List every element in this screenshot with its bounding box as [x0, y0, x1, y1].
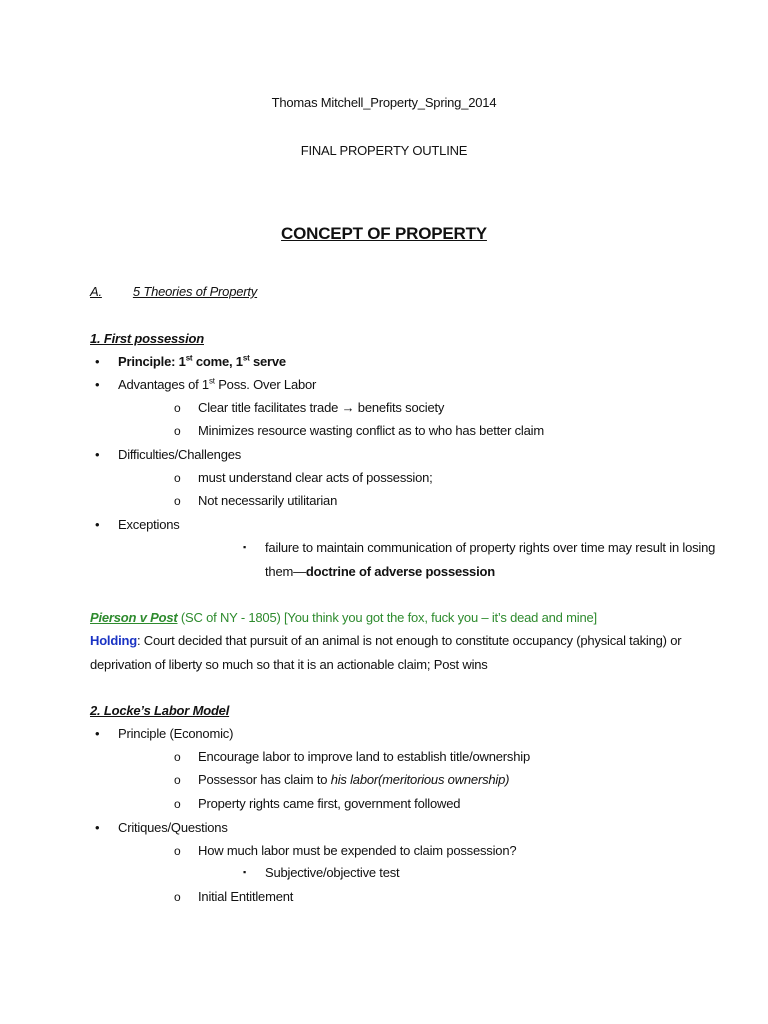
critique-1a: Subjective/objective test: [265, 865, 400, 880]
circle-marker: o: [174, 773, 181, 787]
main-heading: CONCEPT OF PROPERTY: [281, 224, 487, 243]
principle-text: come, 1: [192, 354, 243, 369]
critique-1: How much labor must be expended to claim possession?: [198, 843, 517, 858]
exception-1-cont: [265, 565, 495, 578]
difficulty-2: Not necessarily utilitarian: [198, 493, 338, 508]
principle-text: serve: [249, 354, 286, 369]
circle-marker: o: [174, 494, 181, 508]
outline-title: FINAL PROPERTY OUTLINE: [300, 143, 468, 158]
bullet-marker: •: [95, 517, 100, 532]
exceptions-item: Exceptions: [118, 517, 180, 532]
exception-text: them—: [265, 564, 306, 579]
circle-marker: o: [174, 890, 181, 904]
exception-1: failure to maintain communication of property rights over time may result in losing: [265, 540, 716, 555]
holding-text: : Court decided that pursuit of an animal is not enough to constitute occupancy (physical taking) or: [136, 633, 682, 648]
superscript: st: [208, 376, 215, 386]
difficulties-item: Difficulties/Challenges: [118, 447, 242, 462]
section-a-letter: A.: [90, 284, 102, 299]
bullet-marker: •: [95, 377, 100, 392]
case-name: Pierson v Post: [90, 610, 178, 625]
locke-principle: Principle (Economic): [118, 726, 234, 741]
principle-text: Possessor has claim to: [198, 772, 331, 787]
adverse-possession-term: doctrine of adverse possession: [305, 564, 495, 579]
principle-text: Principle: 1: [118, 354, 186, 369]
circle-marker: o: [174, 844, 181, 858]
critique-2: Initial Entitlement: [198, 889, 294, 904]
advantage-2: Minimizes resource wasting conflict as to who has better claim: [198, 423, 544, 438]
circle-marker: o: [174, 401, 181, 415]
header-name: Thomas Mitchell_Property_Spring_2014: [271, 95, 497, 110]
holding-line-1: [90, 634, 681, 647]
superscript: st: [242, 353, 250, 363]
difficulty-1: must understand clear acts of possession;: [198, 470, 433, 485]
case-title: [90, 611, 597, 624]
locke-heading: 2. Locke’s Labor Model: [90, 703, 230, 718]
principle-item: [118, 355, 286, 368]
meritorious-ownership-term: his labor(meritorious ownership): [330, 772, 510, 787]
case-detail: (SC of NY - 1805) [You think you got the fox, fuck you – it’s dead and mine]: [177, 610, 597, 625]
bullet-marker: •: [95, 447, 100, 462]
first-possession-heading: 1. First possession: [90, 331, 204, 346]
holding-line-2: deprivation of liberty so much so that it is an actionable claim; Post wins: [90, 657, 488, 672]
bullet-marker: •: [95, 820, 100, 835]
locke-principle-2: [198, 773, 509, 786]
square-marker: ▪: [243, 867, 247, 877]
locke-critiques: Critiques/Questions: [118, 820, 228, 835]
superscript: st: [185, 353, 193, 363]
section-a-title: 5 Theories of Property: [132, 284, 258, 299]
advantages-item: [118, 378, 316, 391]
arrow-right-icon: →: [341, 400, 355, 415]
section-a: [90, 285, 257, 298]
circle-marker: o: [174, 797, 181, 811]
locke-principle-1: Encourage labor to improve land to establish title/ownership: [198, 749, 530, 764]
circle-marker: o: [174, 424, 181, 438]
advantages-text: Advantages of 1: [118, 377, 209, 392]
advantages-text: Poss. Over Labor: [214, 377, 317, 392]
bullet-marker: •: [95, 726, 100, 741]
advantage-text: Clear title facilitates trade: [198, 400, 342, 415]
square-marker: ▪: [243, 542, 247, 552]
advantage-1: [198, 401, 444, 414]
advantage-text: benefits society: [354, 400, 445, 415]
holding-label: Holding: [90, 633, 137, 648]
bullet-marker: •: [95, 354, 100, 369]
locke-principle-3: Property rights came first, government followed: [198, 796, 461, 811]
circle-marker: o: [174, 471, 181, 485]
circle-marker: o: [174, 750, 181, 764]
